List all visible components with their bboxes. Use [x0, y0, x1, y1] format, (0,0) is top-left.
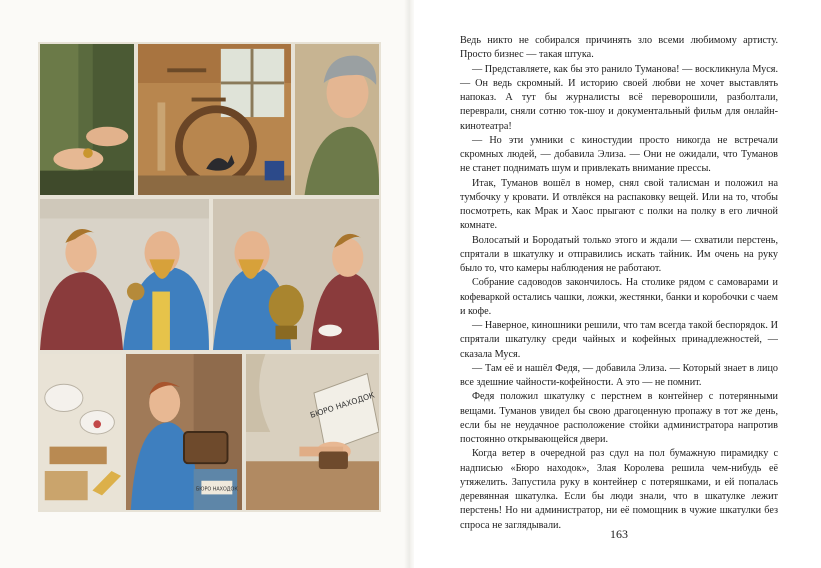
comic-panel-grey-man [293, 42, 381, 197]
paragraph: — Представляете, как бы это ранило Туманова! — воскликнула Муся. — Он ведь скромный. И историю своей любви не хочет выставлять напоказ. А тут бы журналисты всё переворошили, разболтали, переврали, сняли сотню ток-шоу и документальный фильм для онлайн-кинотеатра! [460, 63, 778, 132]
comic-panel-lost-found-sign [244, 352, 381, 512]
paragraph: Волосатый и Бородатый только этого и ждали — схватили перстень, спрятали в шкатулку и отправились искать тайник. Им очень на руку было то, что камеры наблюдения не работают. [460, 234, 778, 274]
comic-illustration [38, 42, 381, 512]
comic-panel-boy-box [124, 352, 244, 512]
paragraph: — Но эти умники с киностудии просто никогда не встречали скромных людей, — добавила Элиза. — Они не ожидали, что Туманов не станет поднимать шум и привлекать внимание прессы. [460, 134, 778, 175]
paragraph: Когда ветер в очередной раз сдул на пол бумажную пирамидку с надписью «Бюро находок», Злая Королева решила чем-нибудь её утяжелить. Запустила руку в контейнер с потеряшками, и ей попалась деревянная шкатулка. Если бы люди знали, что в шкатулке лежит перстень! Но ни администратор, ни её помощник в чужие шкатулки без спроса не заглядывали. [460, 448, 778, 531]
paragraph: Итак, Туманов вошёл в номер, снял свой талисман и положил на тумбочку у кровати. И отвлёкся на распаковку вещей. Или на то, чтобы посмотреть, как Мрак и Хаос прыгают с полки на полку в его личной комнате. [460, 177, 778, 232]
paragraph: — Там её и нашёл Федя, — добавила Элиза. — Который знает в лицо все здешние чайности-кофейности. А это — не помнит. [460, 362, 778, 388]
paragraph: Федя положил шкатулку с перстнем в контейнер с потерянными вещами. Туманов увидел бы свою драгоценную пропажу в тот же день, если бы не неудачное расположение стойки администратора напротив постоянно открывающейся двери. [460, 391, 778, 445]
comic-panel-teacups [38, 352, 124, 512]
left-page [0, 0, 410, 568]
sign-label-large: БЮРО НАХОДОК [309, 390, 376, 420]
comic-panel-ring-exchange [38, 197, 211, 352]
page-text [460, 34, 778, 533]
page-number: 163 [610, 527, 628, 541]
comic-panel-cat-room [136, 42, 293, 197]
paragraph: — Наверное, киношники решили, что там всегда такой беспорядок. И спрятали шкатулку среди чайных и кофейных принадлежностей, — сказала Муся. [460, 320, 778, 360]
paragraph: Собрание садоводов закончилось. На столике рядом с самоварами и кофеваркой остались чашки, ложки, жестянки, банки и коробочки с чаем и кофе. [460, 277, 778, 317]
sign-label-small: БЮРО НАХОДОК [195, 486, 238, 493]
comic-panel-hands-ring [38, 42, 136, 197]
comic-panel-samovar [211, 197, 381, 352]
paragraph: Ведь никто не собирался причинять зло всеми любимому артисту. Просто бизнес — такая штука. [460, 35, 778, 61]
